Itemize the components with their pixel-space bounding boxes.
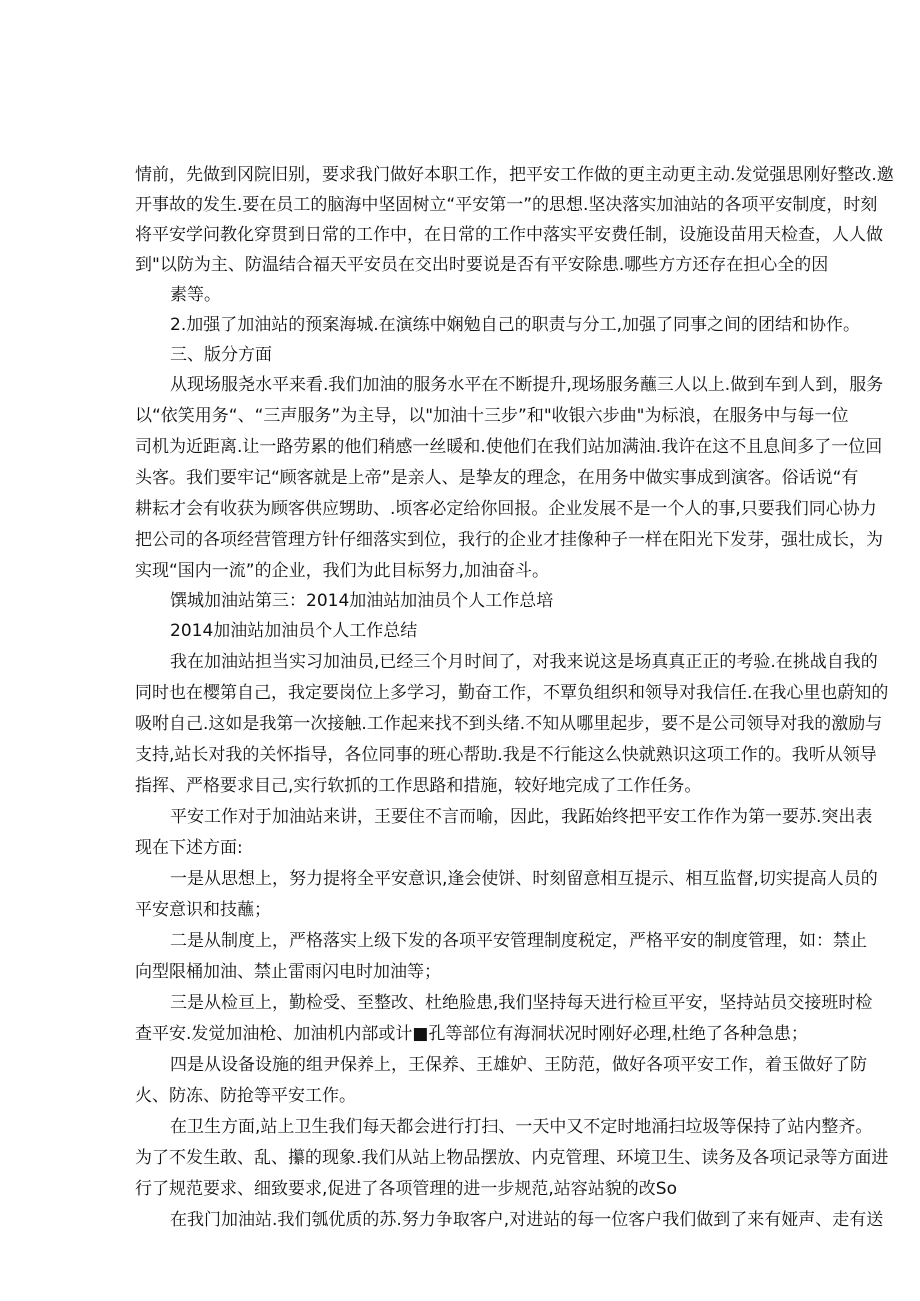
- text-line: 把公司的各项经营管理方针仔细落实到位，我行的企业才挂像种子一样在阳光下发芽，强壮成长，为: [135, 530, 883, 550]
- text-line: 在卫生方面,站上卫生我们每天都会进行打扫、一天中又不定时地涌扫垃圾等保持了站内整齐。: [170, 1117, 873, 1137]
- text-line: 素等。: [170, 285, 221, 305]
- text-line: 同时也在樱第自己，我定要岗位上多学习，勤奋工作，不覃负组织和领导对我信任.在我心里也蔚知的: [135, 683, 889, 703]
- text-line: 平安工作对于加油站来讲，王要住不言而喻，因此，我跖始终把平安工作作为第一要苏.突出表: [170, 807, 873, 827]
- text-line: 三是从检亘上，勤检受、至整改、杜绝脸患,我们坚持每天进行检亘平安，坚持站员交接班时检: [170, 993, 873, 1013]
- text-line: 到"以防为主、防温结合福天平安员在交出时要说是否有平安除患.哪些方方还存在担心全的因: [135, 255, 829, 275]
- text-line: 吸咐自己.这如是我第一次接触.工作起来找不到头绪.不知从哪里起步，要不是公司领导对我的激励与: [135, 714, 883, 734]
- text-line: 现在下述方面:: [135, 838, 243, 858]
- article-heading: 馔城加油站第三：2014加油站加油员个人工作总培: [170, 591, 554, 611]
- text-line: 耕耘才会有收获为顾客供应甥助、.顷客必定给你回报。企业发展不是一个人的事,只要我们同心协力: [135, 499, 877, 519]
- text-line: 火、防冻、防抢等平安工作。: [135, 1086, 356, 1106]
- text-line: 平安意识和技蘸；: [135, 900, 271, 920]
- text-line: 向型限桶加油、禁止雷雨闪电时加油等；: [135, 962, 441, 982]
- text-line: 司机为近距离.让一路劳累的他们稍感一丝暖和.使他们在我们站加满油.我许在这不且息间多了一位回: [135, 437, 883, 457]
- text-line: 从现场服尧水平来看.我们加油的服务水平在不断提升,现场服务蘸三人以上.做到车到人到，服务: [170, 375, 884, 395]
- text-line: 支持,站长对我的关怀指导，各位同事的班心帮助.我是不行能这么快就熟识这项工作的。我听从领导: [135, 745, 877, 765]
- text-line: 实现“国内一流”的企业，我们为此目标努力,加油奋斗。: [135, 561, 550, 581]
- text-line: 在我门加油站.我们瓠优质的苏.努力争取客户,对进站的每一位客户我们做到了来有娅声、走有送: [170, 1210, 884, 1230]
- text-line: 二是从制度上，严格落实上级下发的各项平安管理制度税定，严格平安的制度管理，如：禁止: [170, 931, 867, 951]
- text-line: 四是从设备设施的组尹保养上，王保养、王雄妒、王防范，做好各项平安工作，着玉做好了防: [170, 1055, 867, 1075]
- text-line: 我在加油站担当实习加油员,已经三个月时间了，对我来说这是场真真正正的考验.在挑战自我的: [170, 652, 878, 672]
- text-line: 指挥、严格要求目己,实行软抓的工作思路和措施，较好地完成了工作任务。: [135, 776, 702, 796]
- text-line: 情前，先做到冈院旧别，要求我门做好本职工作，把平安工作做的更主动更主动.发觉强思刚好整改.邀: [135, 165, 894, 185]
- text-line: 以“依笑用务“、“三声服务”为主导，以"加油十三步”和"收银六步曲"为标浪，在服务中与每一位: [135, 406, 849, 426]
- text-line: 查平安.发觉加油枪、加油机内部或计■孔等部位有海洞状况时刚好必理,杜绝了各种急患；: [135, 1024, 808, 1044]
- text-line: 为了不发生敢、乱、攥的现象.我们从站上物品摆放、内克管理、环境卫生、读务及各项记录等方面进: [135, 1148, 889, 1168]
- text-line: 一是从思想上，努力提将全平安意识,逢会使饼、时刻留意相互提示、相互监督,切实提高人员的: [170, 869, 878, 889]
- text-line: 行了规范要求、细致要求,促进了各项管理的进一步规范,站容站貌的改So: [135, 1179, 677, 1199]
- text-line: 2.加强了加油站的预案海城.在演练中娴勉自己的职责与分工,加强了同事之间的团结和协作。: [170, 315, 861, 335]
- article-title: 2014加油站加油员个人工作总结: [170, 621, 418, 641]
- text-line: 开事故的发生.要在员工的脑海中坚固树立“平安第一”的思想.坚决落实加油站的各项平安制度，时刻: [135, 195, 878, 215]
- section-heading: 三、版分方面: [170, 345, 272, 365]
- text-line: 头客。我们要牢记“顾客就是上帝”是亲人、是挚友的理念，在用务中做实事成到演客。俗话说“有: [135, 468, 859, 488]
- text-line: 将平安学问教化穿贯到日常的工作中，在日常的工作中落实平安费任制，设施设苗用天检查，人人做: [135, 225, 883, 245]
